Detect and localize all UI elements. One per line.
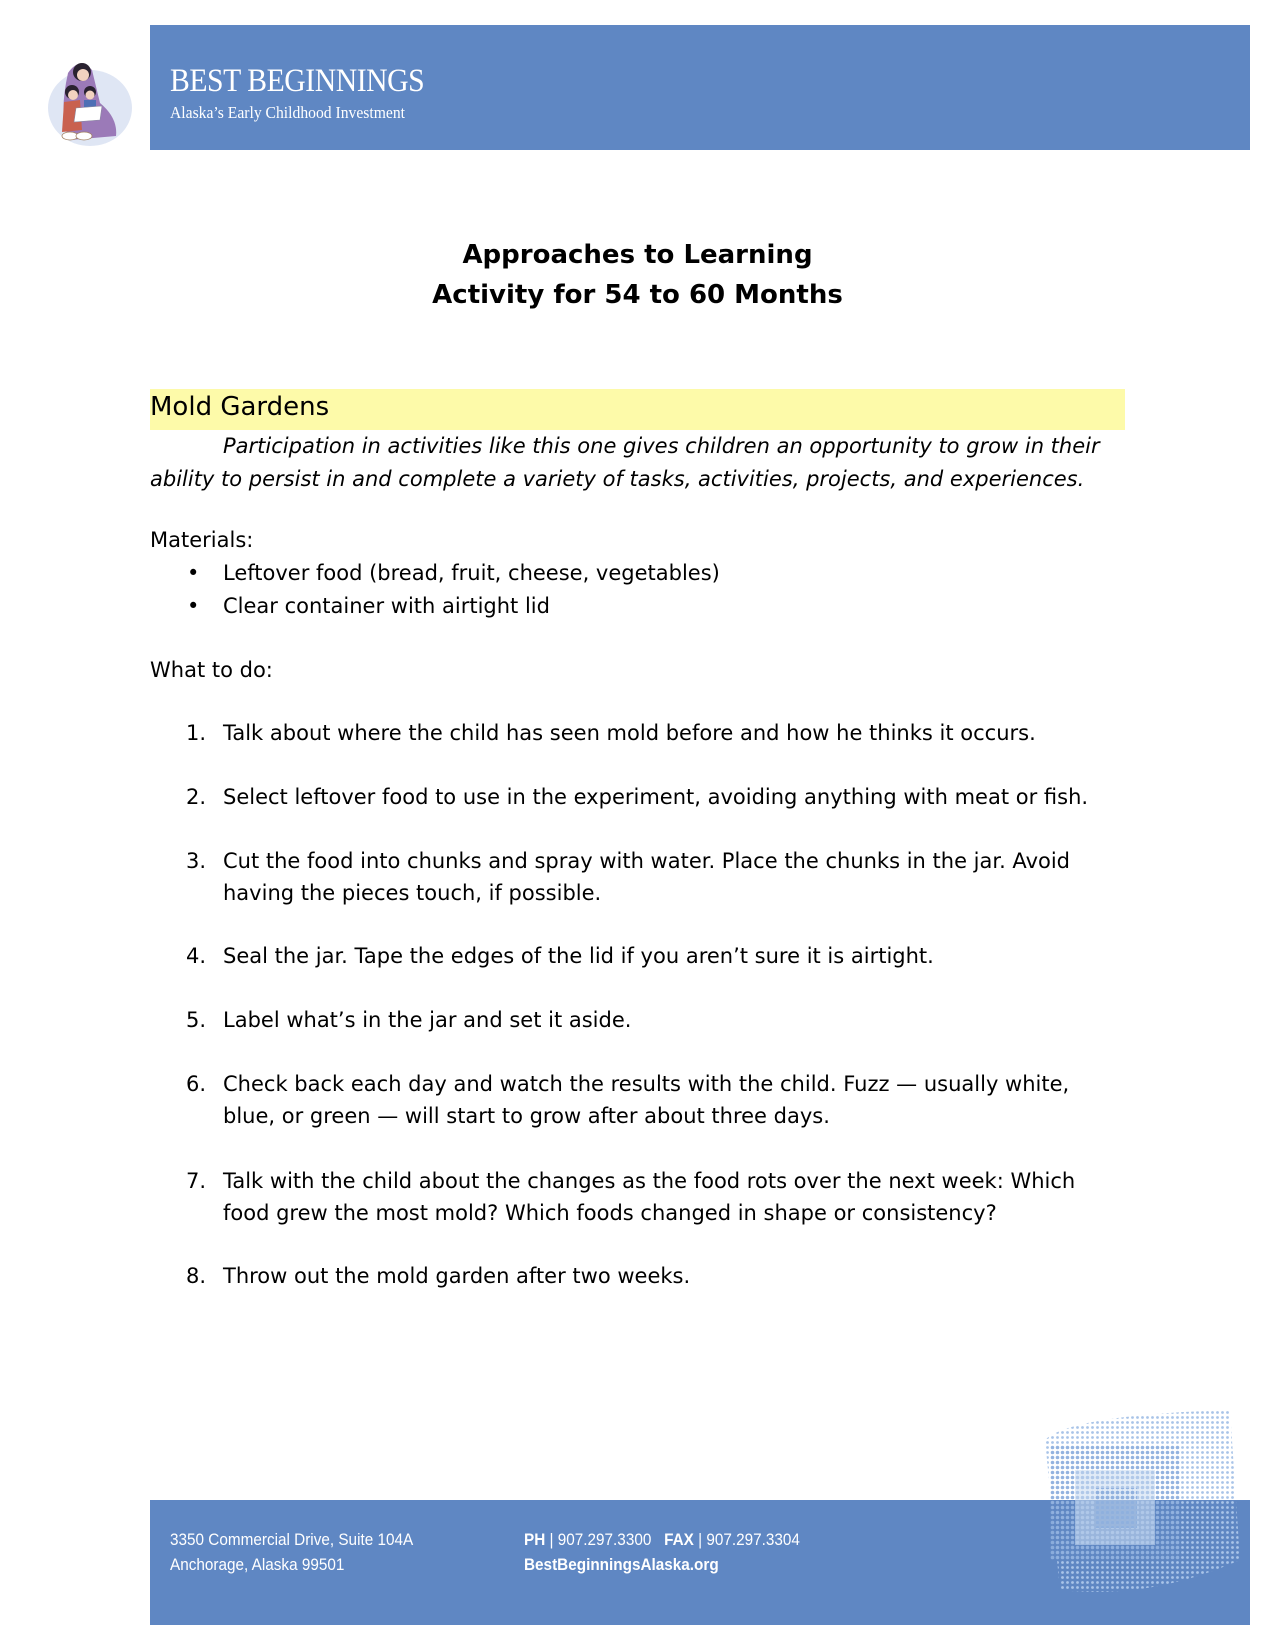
step-number: 3. <box>186 849 207 873</box>
separator: | <box>693 1530 707 1549</box>
brand-name: BEST BEGINNINGS <box>170 63 425 99</box>
material-text: Clear container with airtight lid <box>223 594 550 618</box>
step-text: Throw out the mold garden after two weeks. <box>223 1264 691 1288</box>
step-text: Seal the jar. Tape the edges of the lid if you aren’t sure it is airtight. <box>223 944 934 968</box>
header-banner <box>150 25 1250 150</box>
step-number: 6. <box>186 1072 207 1096</box>
brand-tagline: Alaska’s Early Childhood Investment <box>170 103 406 122</box>
step-text: Talk with the child about the changes as the food rots over the next week: Which <box>223 1169 1076 1193</box>
step-text: Talk about where the child has seen mold before and how he thinks it occurs. <box>223 721 1036 745</box>
fax-label: FAX <box>664 1530 694 1549</box>
step-text: Label what’s in the jar and set it aside. <box>223 1008 632 1032</box>
fax-number: 907.297.3304 <box>706 1530 800 1549</box>
bullet-icon: • <box>187 561 200 585</box>
step-number: 7. <box>186 1169 207 1193</box>
steps-label: What to do: <box>150 658 273 682</box>
separator: | <box>545 1530 558 1549</box>
step-text: food grew the most mold? Which foods changed in shape or consistency? <box>223 1201 997 1225</box>
halftone-decoration-icon <box>1030 1410 1245 1600</box>
step-text: blue, or green — will start to grow after about three days. <box>223 1104 830 1128</box>
footer-address-line1: 3350 Commercial Drive, Suite 104A <box>170 1530 414 1549</box>
step-number: 8. <box>186 1264 207 1288</box>
phone-label: PH <box>524 1530 546 1549</box>
page-title: Approaches to Learning <box>462 240 813 270</box>
step-text: Select leftover food to use in the experiment, avoiding anything with meat or fish. <box>223 785 1089 809</box>
intro-line: Participation in activities like this one gives children an opportunity to grow in their <box>223 434 1100 458</box>
footer-address-line2: Anchorage, Alaska 99501 <box>170 1555 345 1574</box>
bullet-icon: • <box>187 594 200 618</box>
footer-contact <box>524 1530 800 1550</box>
intro-line: ability to persist in and complete a variety of tasks, activities, projects, and experiences. <box>150 467 1085 491</box>
step-text: Check back each day and watch the results with the child. Fuzz — usually white, <box>223 1072 1070 1096</box>
phone-number: 907.297.3300 <box>557 1530 652 1549</box>
footer-website-link[interactable]: BestBeginningsAlaska.org <box>524 1555 719 1574</box>
material-text: Leftover food (bread, fruit, cheese, vegetables) <box>223 561 720 585</box>
step-text: having the pieces touch, if possible. <box>223 881 602 905</box>
step-number: 4. <box>186 944 207 968</box>
page-subtitle: Activity for 54 to 60 Months <box>432 280 843 310</box>
step-number: 5. <box>186 1008 207 1032</box>
step-number: 2. <box>186 785 207 809</box>
step-text: Cut the food into chunks and spray with water. Place the chunks in the jar. Avoid <box>223 849 1071 873</box>
best-beginnings-logo-illustration <box>40 48 136 148</box>
step-number: 1. <box>186 721 207 745</box>
materials-label: Materials: <box>150 528 254 552</box>
activity-title: Mold Gardens <box>150 392 330 422</box>
